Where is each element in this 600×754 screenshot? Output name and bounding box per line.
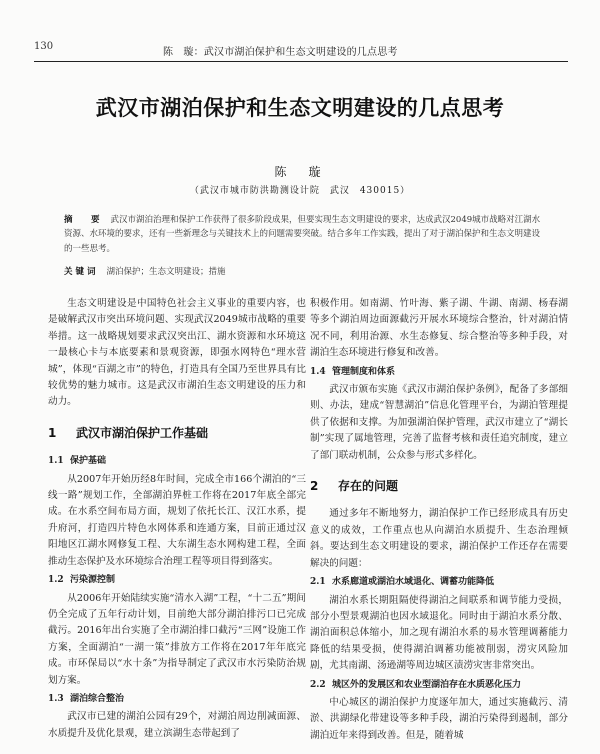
section-title: 湖泊综合整治 xyxy=(70,693,125,704)
keywords-label: 关键词 xyxy=(64,267,99,277)
section-title: 存在的问题 xyxy=(338,479,399,494)
body-paragraph: 武汉市颁布实施《武汉市湖泊保护条例》，配备了多部细则、办法，建成“智慧湖泊”信息化管理平台，为湖泊管理提供了依据和支撑。为加强湖泊保护管理，武汉市建立了“湖长制”实现了属地管理，完善了监督考核和责任追究制度，建立了部门联动机制，公众参与形式多样化。 xyxy=(310,384,568,461)
section-heading xyxy=(310,574,568,590)
body-paragraph: 生态文明建设是中国特色社会主义事业的重要内容，也是破解武汉市突出环境问题、实现武汉2049城市战略的重要举措。这一战略规划要求武汉突出江、湖水资源和水环境这一最核心卡与本底要素和景观资源，即强水网特色“理水营城”，体现“百湖之市”的特色，打造具有全国乃至世界具有比较优势的魅力城市。这是武汉市湖泊生态文明建设的压力和动力。 xyxy=(48,298,306,408)
section-heading xyxy=(48,572,306,588)
body-paragraph: 武汉市已建的湖泊公园有29个，对湖泊周边削减面源、水质提升及优化景观，建立滨湖生态带起到了 xyxy=(48,711,306,739)
keywords-text: 湖泊保护；生态文明建设；措施 xyxy=(106,267,226,277)
section-number: 1.4 xyxy=(310,366,326,377)
paper-title: 武汉市湖泊保护和生态文明建设的几点思考 xyxy=(95,96,505,120)
section-heading xyxy=(310,364,568,380)
keywords xyxy=(64,265,542,277)
section-number: 1.2 xyxy=(48,575,64,586)
section-title: 水系廊道或湖泊水域退化、调蓄功能降低 xyxy=(332,577,495,588)
section-number: 2.1 xyxy=(310,577,326,588)
section-number: 1.3 xyxy=(48,693,64,704)
section-heading xyxy=(310,677,568,693)
running-header: 陈 璇：武汉市湖泊保护和生态文明建设的几点思考 xyxy=(163,47,398,58)
body-paragraph: 从2006年开始陆续实施“清水入湖”工程，“十二五”期间仍全完成了五年行动计划，目前绝大部分湖泊排污口已完成截污。2016年出台实施了全市湖泊排口截污“三网”设施工作方案，全面湖泊“一湖一策”排放方工作将在2017年年底完成。市环保局以“水十条”为指导制定了武汉市水污染防治规划方案。 xyxy=(48,592,306,686)
section-number: 1.1 xyxy=(48,456,64,467)
abstract-text: 武汉市湖泊治理和保护工作获得了很多阶段成果，但要实现生态文明建设的要求，达成武汉2049城市战略对江湖水资源、水环境的要求，还有一些新理念与关键技术上的问题需要突破。结合多年工作实践，提出了对于湖泊保护和生态文明建设的一些思考。 xyxy=(64,215,541,254)
section-title: 污染源控制 xyxy=(70,575,116,586)
body-paragraph: 中心城区的湖泊保护力度逐年加大，通过实施截污、清淤、洪湖绿化带建设等多种手段，湖泊污染得到遏制，部分湖泊近年来得到改善。但是，随着城 xyxy=(310,696,568,741)
abstract xyxy=(64,213,542,256)
section-title: 管理制度和体系 xyxy=(332,366,396,377)
author-affiliation: （武汉市城市防洪勘测设计院 武汉 430015） xyxy=(189,186,411,196)
abstract-label: 摘 要 xyxy=(64,215,105,225)
body-column-right xyxy=(310,296,568,744)
body-paragraph: 从2007年开始历经8年时间，完成全市166个湖泊的“三线一路”规划工作，全部湖泊界桩工作将在2017年底全部完成。在水系空间布局方面，规划了依托长江、汉江水系，提升府河，打造四片特色水网体系和连通方案，目前正通过汉阳地区江湖水网修复工程、大东湖生态水网构建工程，全面推动生态保护及水环境综合治理工程等项目得到落实。 xyxy=(48,473,306,567)
header-rule xyxy=(34,61,568,62)
section-heading xyxy=(48,453,306,469)
section-title: 武汉市湖泊保护工作基础 xyxy=(76,425,209,440)
section-number: 2.2 xyxy=(310,679,326,690)
body-paragraph: 湖泊水系长期阻隔使得湖泊之间联系和调节能力受损，部分小型景观湖泊也因水域退化。同时由于湖泊水系分散、湖泊面积总体缩小，加之现有湖泊水系的易水管理调蓄能力降低的结果受损，使得湖泊调蓄功能被削弱，涝灾风险加剧，尤其南湖、汤逊湖等周边城区渍涝灾害非常突出。 xyxy=(310,594,568,672)
section-number: 1 xyxy=(48,425,57,440)
page-number: 130 xyxy=(34,41,54,52)
section-heading xyxy=(48,425,306,441)
body-column-left xyxy=(48,296,306,742)
body-paragraph: 通过多年不断地努力，湖泊保护工作已经形成具有历史意义的成效，工作重点也从向湖泊水质提升、生态治理倾斜。要达到生态文明建设的要求，湖泊保护工作还存在需要解决的问题： xyxy=(310,508,568,569)
body-paragraph: 积极作用。如南湖、竹叶海、紫子湖、牛湖、南湖、杨春湖等多个湖泊周边面源截污开展水环境综合整治，针对湖泊情况不同，利用治源、水生态修复、综合整治等多种手段，对湖泊生态环境进行修复和改善。 xyxy=(310,298,568,359)
section-heading xyxy=(310,478,568,494)
author-name: 陈 璇 xyxy=(274,165,326,179)
section-title: 城区外的发展区和农业型湖泊存在水质恶化压力 xyxy=(332,679,522,690)
section-heading xyxy=(48,691,306,707)
section-title: 保护基础 xyxy=(70,456,107,467)
section-number: 2 xyxy=(310,479,319,494)
